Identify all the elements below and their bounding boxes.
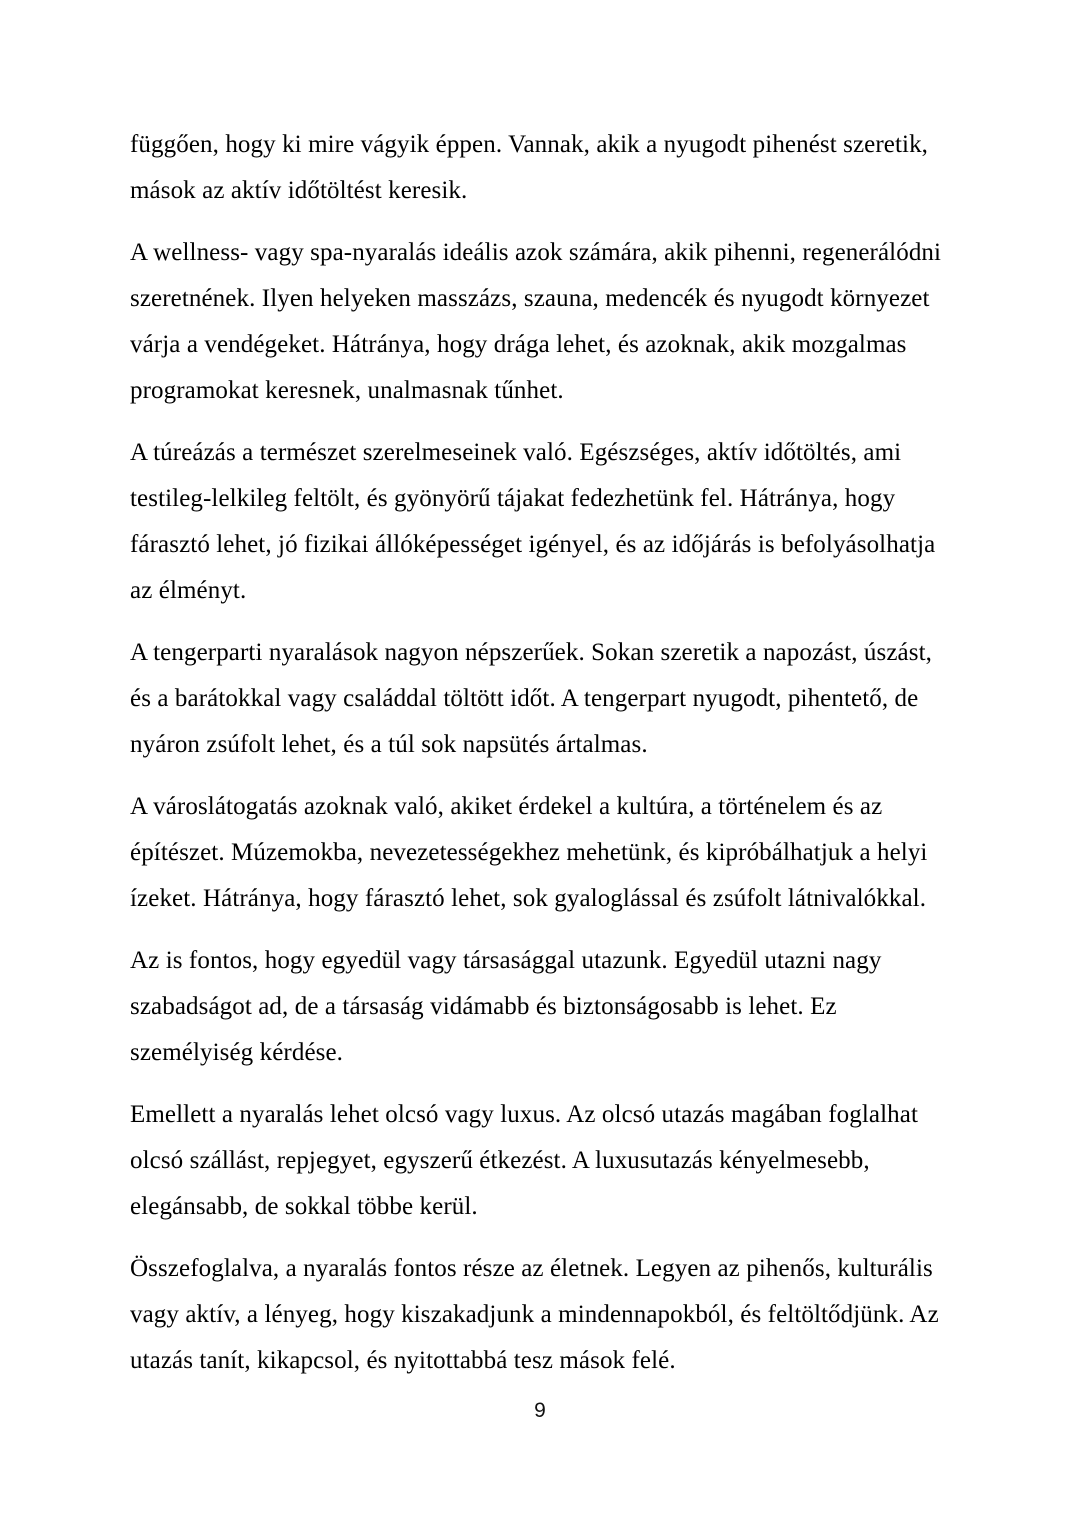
text-line: Összefoglalva, a nyaralás fontos része az életnek. Legyen az pihenős, kulturális <box>130 1255 933 1282</box>
text-line: szabadságot ad, de a társaság vidámabb és biztonságosabb is lehet. Ez <box>130 993 837 1020</box>
text-line: utazás tanít, kikapcsol, és nyitottabbá tesz mások felé. <box>130 1347 676 1374</box>
text-line: építészet. Múzemokba, nevezetességekhez mehetünk, és kipróbálhatjuk a helyi <box>130 839 928 866</box>
text-line: személyiség kérdése. <box>130 1039 344 1066</box>
paragraph <box>130 1092 990 1230</box>
paragraph <box>130 938 990 1076</box>
text-line: A városlátogatás azoknak való, akiket érdekel a kultúra, a történelem és az <box>130 793 883 820</box>
text-line: programokat keresnek, unalmasnak tűnhet. <box>130 377 564 404</box>
text-line: Az is fontos, hogy egyedül vagy társasággal utazunk. Egyedül utazni nagy <box>130 947 882 974</box>
text-line: az élményt. <box>130 577 247 604</box>
page-footer <box>0 1396 1080 1426</box>
text-line: A wellness- vagy spa-nyaralás ideális azok számára, akik pihenni, regenerálódni <box>130 239 942 266</box>
text-line: szeretnének. Ilyen helyeken masszázs, szauna, medencék és nyugodt környezet <box>130 285 930 312</box>
text-body <box>130 122 990 1400</box>
text-line: olcsó szállást, repjegyet, egyszerű étkezést. A luxusutazás kényelmesebb, <box>130 1147 870 1174</box>
text-line: mások az aktív időtöltést keresik. <box>130 177 468 204</box>
text-line: ízeket. Hátránya, hogy fárasztó lehet, sok gyaloglással és zsúfolt látnivalókkal. <box>130 885 927 912</box>
text-line: A tengerparti nyaralások nagyon népszerűek. Sokan szeretik a napozást, úszást, <box>130 639 932 666</box>
text-line: A túreázás a természet szerelmeseinek való. Egészséges, aktív időtöltés, ami <box>130 439 902 466</box>
text-line: Emellett a nyaralás lehet olcsó vagy luxus. Az olcsó utazás magában foglalhat <box>130 1101 918 1128</box>
paragraph <box>130 630 990 768</box>
paragraph <box>130 784 990 922</box>
paragraph <box>130 430 990 614</box>
text-line: nyáron zsúfolt lehet, és a túl sok napsütés ártalmas. <box>130 731 648 758</box>
text-line: testileg-lelkileg feltölt, és gyönyörű tájakat fedezhetünk fel. Hátránya, hogy <box>130 485 896 512</box>
text-line: vagy aktív, a lényeg, hogy kiszakadjunk a mindennapokból, és feltöltődjünk. Az <box>130 1301 939 1328</box>
text-line: elegánsabb, de sokkal többe kerül. <box>130 1193 478 1220</box>
paragraph <box>130 230 990 414</box>
text-line: függően, hogy ki mire vágyik éppen. Vannak, akik a nyugodt pihenést szeretik, <box>130 131 929 158</box>
paragraph <box>130 122 990 214</box>
page-number: 9 <box>534 1399 546 1422</box>
paragraph <box>130 1246 990 1384</box>
text-line: fárasztó lehet, jó fizikai állóképességet igényel, és az időjárás is befolyásolhatja <box>130 531 936 558</box>
text-line: várja a vendégeket. Hátránya, hogy drága lehet, és azoknak, akik mozgalmas <box>130 331 907 358</box>
text-line: és a barátokkal vagy családdal töltött időt. A tengerpart nyugodt, pihentető, de <box>130 685 919 712</box>
